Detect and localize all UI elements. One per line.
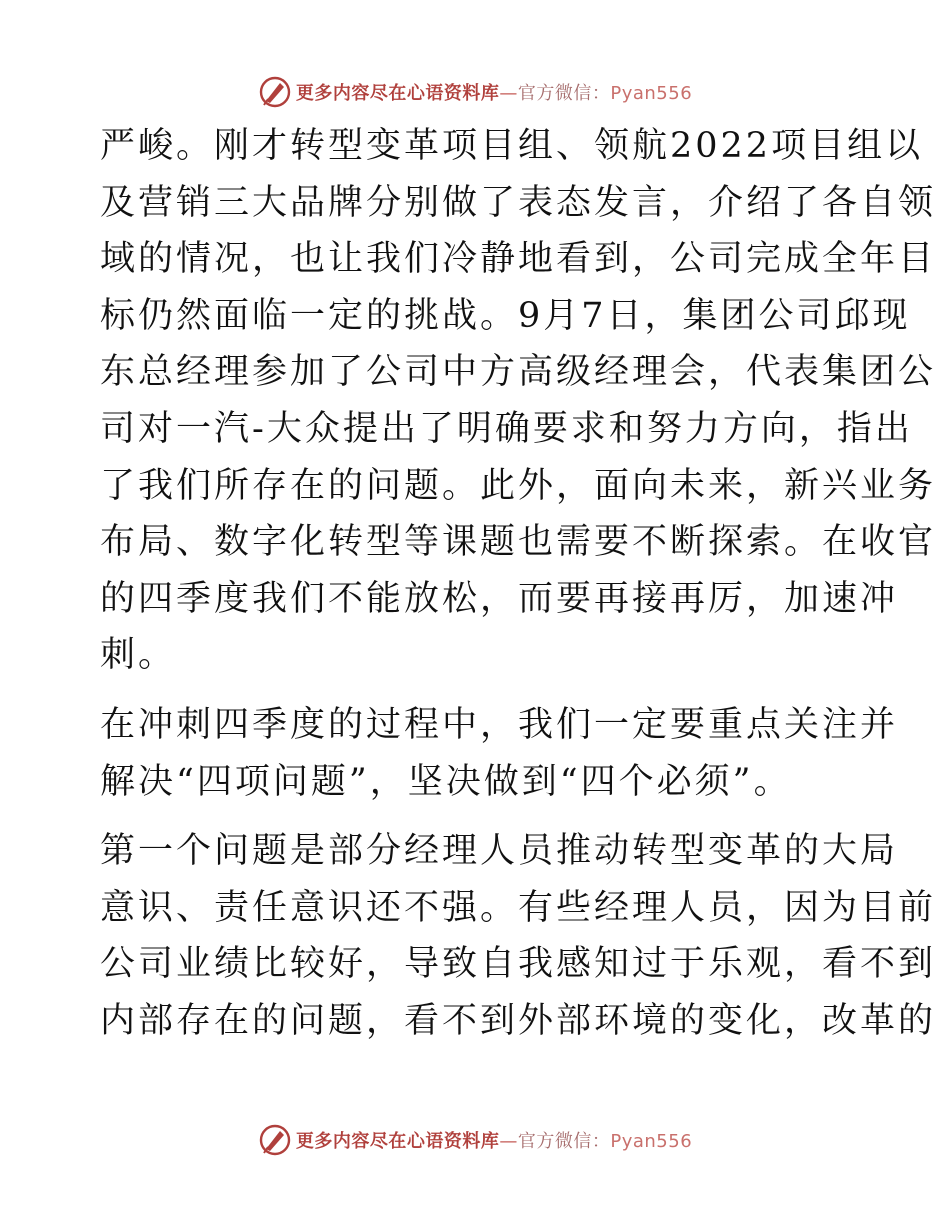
- paragraph-spacer: [100, 684, 860, 697]
- text-line: 内部存在的问题，看不到外部环境的变化，改革的: [100, 1000, 937, 1041]
- text-line: 第一个问题是部分经理人员推动转型变革的大局: [100, 831, 899, 872]
- text-line: 了我们所存在的问题。此外，面向未来，新兴业务: [100, 465, 937, 506]
- watermark-wechat-id: Pyan556: [610, 1131, 693, 1152]
- text-line: 意识、责任意识还不强。有些经理人员，因为目前: [100, 887, 937, 928]
- text-line: 标仍然面临一定的挑战。9月7日，集团公司邱现: [100, 295, 911, 336]
- quill-logo-icon: [258, 75, 292, 109]
- text-line: 在冲刺四季度的过程中，我们一定要重点关注并: [100, 704, 899, 745]
- paragraph-spacer: [100, 810, 860, 823]
- watermark-text: [296, 79, 692, 105]
- text-line: 及营销三大品牌分别做了表态发言，介绍了各自领: [100, 182, 937, 223]
- watermark-official: 官方微信：: [517, 83, 611, 104]
- header-watermark: [0, 72, 950, 112]
- text-line: 司对一汽-大众提出了明确要求和努力方向，指出: [100, 408, 913, 449]
- quill-logo-icon: [258, 1123, 292, 1157]
- text-line: 域的情况，也让我们冷静地看到，公司完成全年目: [100, 239, 937, 280]
- footer-watermark: [0, 1120, 950, 1160]
- watermark-wechat-id: Pyan556: [610, 83, 693, 104]
- text-line: 东总经理参加了公司中方高级经理会，代表集团公: [100, 352, 937, 393]
- document-body: [100, 118, 937, 1050]
- text-line: 严峻。刚才转型变革项目组、领航2022项目组以: [100, 126, 924, 166]
- text-line: 刺。: [100, 635, 177, 676]
- watermark-brand: 更多内容尽在心语资料库: [295, 1131, 500, 1152]
- watermark-separator: —: [499, 1131, 518, 1152]
- text-line: 解决“四项问题”，坚决做到“四个必须”。: [100, 761, 792, 802]
- text-line: 公司业绩比较好，导致自我感知过于乐观，看不到: [100, 944, 937, 985]
- watermark-brand: 更多内容尽在心语资料库: [295, 83, 500, 104]
- text-line: 布局、数字化转型等课题也需要不断探索。在收官: [100, 522, 937, 563]
- paragraph-2: [100, 697, 899, 810]
- paragraph-1: [100, 118, 937, 684]
- paragraph-3: [100, 823, 937, 1049]
- watermark-official: 官方微信：: [517, 1131, 611, 1152]
- watermark-separator: —: [499, 83, 518, 104]
- text-line: 的四季度我们不能放松，而要再接再厉，加速冲: [100, 578, 899, 619]
- watermark-text: [296, 1127, 692, 1153]
